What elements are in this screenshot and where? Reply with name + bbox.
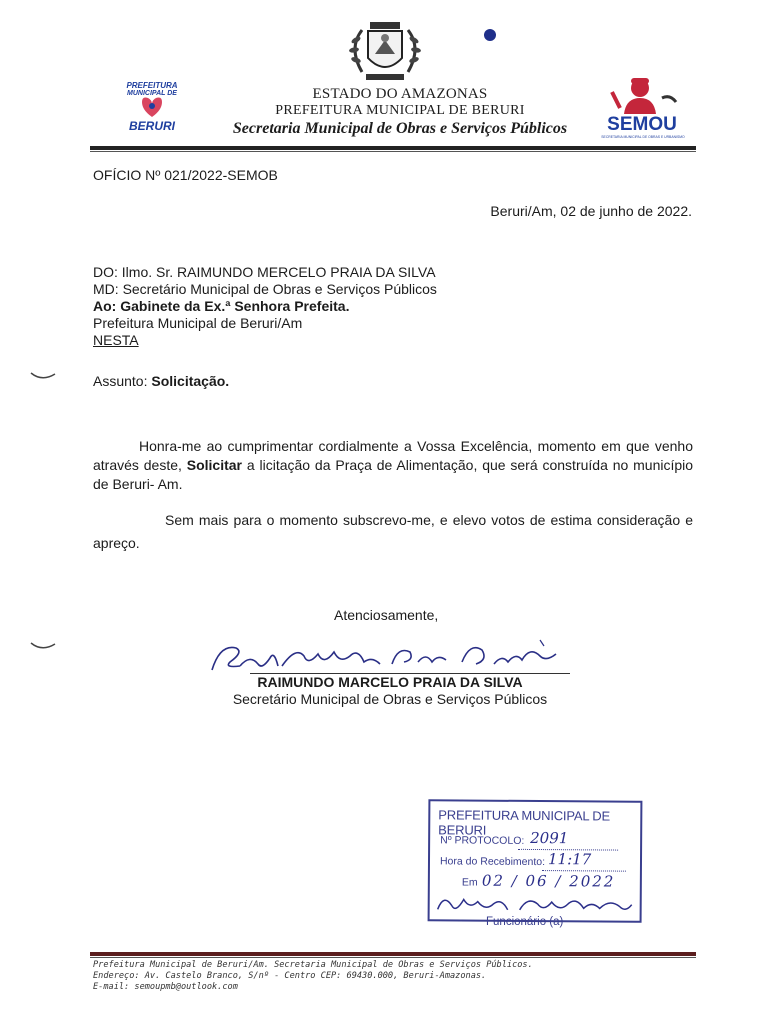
stamp-protocol-value: 2091 xyxy=(530,828,569,848)
header-rule xyxy=(90,146,696,150)
from-value: Ilmo. Sr. RAIMUNDO MERCELO PRAIA DA SILVA xyxy=(121,264,436,280)
closing: Atenciosamente, xyxy=(334,607,439,623)
ink-blot xyxy=(478,24,500,44)
logo-line-1: PREFEITURA xyxy=(126,81,178,90)
stamp-employee-label: Funcionário (a) xyxy=(486,916,564,928)
stamp-date-value: 02 / 06 / 2022 xyxy=(481,871,616,891)
municipality-heading: PREFEITURA MUNICIPAL DE BERURI xyxy=(275,103,525,118)
header-rule-thin xyxy=(90,151,696,152)
footer-rule xyxy=(90,952,696,956)
para1-text-a: Honra-me ao cumprimentar cordialmente a Vossa Excelência, momento em que venho através deste, xyxy=(93,438,693,473)
para1-bold: Solicitar xyxy=(186,457,243,473)
stamp-title: PREFEITURA MUNICIPAL DE BERURI xyxy=(438,807,611,838)
logo-line-3: BERURI xyxy=(128,119,176,133)
stamp-signature xyxy=(434,889,634,916)
nesta-label: NESTA xyxy=(93,332,139,348)
coat-of-arms-icon xyxy=(340,18,430,86)
para1-text-b: a licitação da Praça de Alimentação, que será construída no município de Beruri- Am. xyxy=(93,457,694,492)
recipient-line: Ao: Gabinete da Ex.ª Senhora Prefeita. xyxy=(93,298,350,314)
signer-name: RAIMUNDO MARCELO PRAIA DA SILVA xyxy=(257,674,523,690)
stamp-date-label: Em xyxy=(461,876,478,889)
semou-logo xyxy=(600,74,686,146)
punch-hole-mark xyxy=(30,370,56,382)
semou-subtext: SECRETARIA MUNICIPAL DE OBRAS E URBANISMO xyxy=(601,135,685,139)
state-heading: ESTADO DO AMAZONAS xyxy=(312,86,488,102)
recipient-organization: Prefeitura Municipal de Beruri/Am xyxy=(93,315,303,331)
stamp-time-value: 11:17 xyxy=(547,850,592,869)
para2-text: Sem mais para o momento subscrevo-me, e elevo votos de estima consideração e apreço. xyxy=(93,512,693,551)
punch-hole-mark xyxy=(30,640,56,652)
protocol-stamp xyxy=(428,799,643,922)
signer-role: Secretário Municipal de Obras e Serviços Públicos xyxy=(232,691,548,707)
role-label: MD: xyxy=(93,281,119,297)
subject-label: Assunto: xyxy=(93,373,148,389)
body-paragraph-1 xyxy=(93,437,693,494)
footer-line-1: Prefeitura Municipal de Beruri/Am. Secretaria Municipal de Obras e Serviços Públicos. xyxy=(93,960,533,970)
letter-date: Beruri/Am, 02 de junho de 2022. xyxy=(490,203,692,219)
secretariat-heading: Secretaria Municipal de Obras e Serviços Públicos xyxy=(232,120,568,137)
body-paragraph-2 xyxy=(93,509,693,555)
from-line xyxy=(93,264,436,281)
footer-rule-thin xyxy=(90,957,696,958)
subject-value: Solicitação. xyxy=(151,373,230,389)
role-value: Secretário Municipal de Obras e Serviços Públicos xyxy=(122,281,437,297)
stamp-time-label: Hora do Recebimento: xyxy=(439,855,546,869)
from-label: DO: xyxy=(93,264,118,280)
footer-email: E-mail: semoupmb@outlook.com xyxy=(93,982,238,992)
logo-line-2: MUNICIPAL DE xyxy=(127,90,177,97)
role-line xyxy=(93,281,437,298)
stamp-protocol-label: Nº PROTOCOLO: xyxy=(440,834,525,847)
semou-text: SEMOU xyxy=(607,114,677,135)
footer-address: Endereço: Av. Castelo Branco, S/nº - Centro CEP: 69430.000, Beruri-Amazonas. xyxy=(93,971,487,981)
oficio-number: OFÍCIO Nº 021/2022-SEMOB xyxy=(93,167,278,183)
subject-line xyxy=(93,373,229,390)
